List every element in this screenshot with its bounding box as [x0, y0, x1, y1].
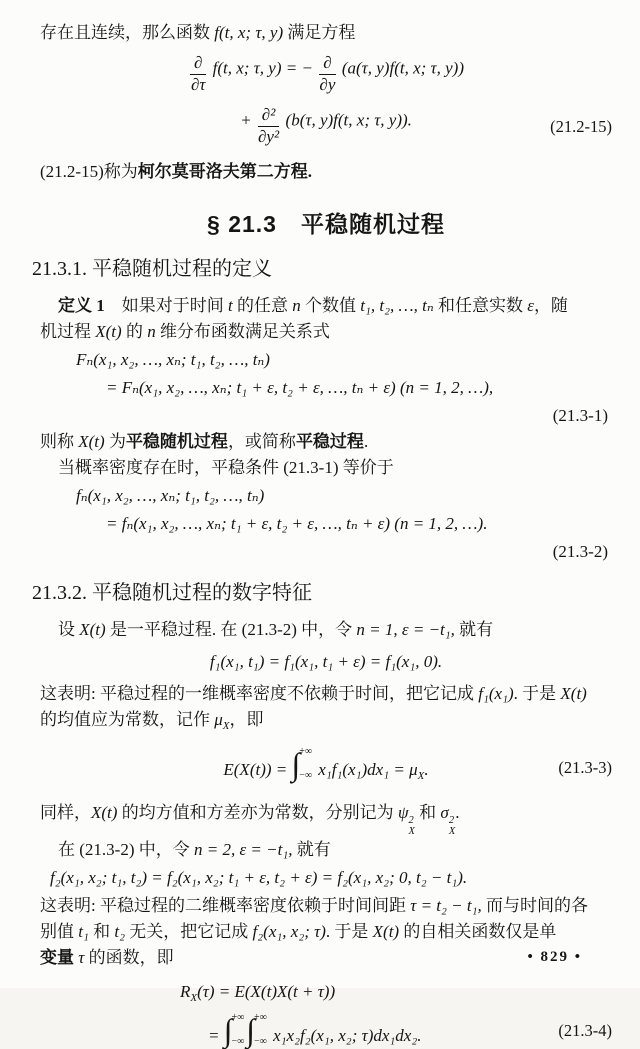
fraction-denominator: ∂y² — [258, 127, 280, 147]
body-text: 存在且连续，那么函数 — [40, 23, 215, 42]
superscript: 2 — [448, 815, 455, 827]
body-text: 如果对于时间 — [104, 295, 228, 315]
subsection-title-21-3-2: 21.3.2. 平稳随机过程的数字特征 — [32, 581, 312, 604]
integral-icon — [224, 1013, 245, 1047]
equation-21-3-4-line1 — [180, 979, 612, 1011]
math-text: (b(τ, y)f(t, x; τ, y)). — [281, 110, 412, 130]
math-text: X(t) — [560, 683, 587, 703]
definition-1-line1 — [40, 293, 612, 319]
variance-note — [40, 800, 612, 837]
equation-number: (21.2-15) — [550, 116, 612, 136]
bold-text: 平稳过程 — [295, 431, 364, 451]
math-text: E(X(t)) = — [223, 759, 292, 779]
body-text: 维分布函数满足关系式 — [155, 321, 330, 341]
integral-limits — [232, 1013, 245, 1047]
math-text: t₁, t₂, …, tₙ — [360, 295, 434, 315]
equation-f1 — [40, 649, 612, 675]
math-text: t₂ — [114, 922, 126, 942]
math-text: (a(τ, y)f(t, x; τ, y)) — [337, 58, 464, 78]
fraction-denominator: ∂y — [319, 74, 336, 94]
lower-limit: −∞ — [254, 1036, 267, 1048]
equation-21-3-3 — [40, 747, 612, 789]
math-text: n = 2, ε = −t₁, — [193, 840, 293, 860]
equation-number-21-3-2: (21.3-2) — [552, 541, 608, 561]
math-text: . — [424, 759, 429, 779]
math-text: X(t) — [91, 803, 118, 823]
body-text: ，或简称 — [227, 431, 296, 451]
body-text: 和 — [88, 922, 115, 942]
equation-21-2-15-line1 — [40, 54, 612, 94]
math-text: Fₙ(x₁, x₂, …, xₙ; t₁, t₂, …, tₙ) — [76, 349, 270, 369]
integral-glyph: ∫ — [291, 745, 301, 782]
math-text: x₁x₂f₂(x₁, x₂; τ)dx₁dx₂. — [268, 1026, 422, 1046]
body-text: . — [363, 431, 369, 451]
two-dim-density-note-line2 — [40, 919, 612, 945]
math-text: X(t) — [95, 321, 122, 341]
math-text: X(t) — [372, 922, 400, 942]
body-text: 别值 — [40, 922, 79, 942]
math-text: f(t, x; τ, y) — [214, 23, 284, 42]
math-text: ε — [527, 295, 534, 315]
math-text: fₙ(x₁, x₂, …, xₙ; t₁, t₂, …, tₙ) — [76, 485, 265, 505]
math-text: f₂(x₁, x₂; t₁, t₂) = f₂(x₁, x₂; t₁ + ε, t₂ + ε) = f₂(x₁, x₂; 0, t₂ − t₁). — [50, 868, 468, 888]
integral-limits — [254, 1013, 267, 1047]
equation-21-3-1-line1 — [76, 347, 612, 373]
body-text: 机过程 — [40, 321, 96, 341]
body-text: 设 — [58, 619, 80, 639]
math-text: σ — [440, 803, 449, 823]
math-text: = Fₙ(x₁, x₂, …, xₙ; t₁ + ε, t₂ + ε, …, tₙ + ε) (n = 1, 2, …), — [106, 377, 494, 397]
body-text: 的均方值和方差亦为常数，分别记为 — [117, 803, 398, 823]
body-text: 当概率密度存在时，平稳条件 (21.3-1) 等价于 — [58, 457, 394, 477]
math-text: τ — [78, 948, 85, 968]
body-text: 而与时间的各 — [481, 896, 589, 916]
math-text: n — [147, 321, 156, 341]
body-text: 就有 — [454, 619, 494, 639]
fraction-denominator: ∂τ — [190, 74, 206, 94]
body-text: 这表明: 平稳过程的一维概率密度不依赖于时间，把它记成 — [40, 683, 479, 703]
subscript: X — [190, 992, 198, 1005]
body-text: 的函数，即 — [84, 948, 174, 968]
math-text: ψ — [397, 803, 409, 823]
math-text: f₂(x₁, x₂; τ) — [252, 922, 326, 942]
page-content — [32, 20, 612, 1049]
integral-limits — [299, 747, 312, 781]
equation-21-3-2-line1 — [76, 483, 612, 509]
integral-icon — [292, 747, 313, 781]
body-text: ，随 — [533, 295, 568, 315]
body-text: 是一平稳过程. 在 (21.3-2) 中，令 — [105, 619, 357, 639]
mean-constant-note — [40, 707, 612, 739]
setup-n1 — [40, 617, 612, 643]
body-text: 个数值 — [300, 295, 361, 315]
two-dim-density-note-line3 — [40, 945, 612, 971]
body-text: . — [455, 803, 460, 823]
equation-f2 — [50, 865, 612, 891]
body-text: 就有 — [292, 840, 331, 860]
definition-1-line2 — [40, 319, 612, 345]
math-text: (τ) = E(X(t)X(t + τ)) — [197, 982, 336, 1002]
body-text: 在 (21.3-2) 中，令 — [58, 840, 194, 860]
math-text: R — [180, 982, 191, 1002]
body-text: 无关，把它记成 — [125, 922, 253, 942]
integral-icon — [246, 1013, 267, 1047]
body-text: . 于是 — [513, 683, 561, 703]
setup-n2 — [40, 837, 612, 863]
body-text: 为 — [104, 431, 126, 451]
body-text: 和任意实数 — [433, 295, 528, 315]
equation-21-3-1-line2 — [106, 375, 612, 401]
math-text: f₁(x₁, t₁) = f₁(x₁, t₁ + ε) = f₁(x₁, 0). — [209, 651, 443, 671]
intro-line — [40, 20, 612, 46]
body-text: . 于是 — [325, 922, 373, 942]
equation-number-21-3-1: (21.3-1) — [552, 405, 608, 425]
math-text: τ = t₂ − t₁, — [410, 896, 482, 916]
math-text: n — [292, 295, 301, 315]
math-text: t — [228, 295, 233, 315]
math-text: = fₙ(x₁, x₂, …, xₙ; t₁ + ε, t₂ + ε, …, tₙ + ε) (n = 1, 2, …). — [106, 513, 488, 533]
integral-glyph: ∫ — [246, 1012, 256, 1049]
math-text: X(t) — [79, 619, 106, 639]
body-text: ，即 — [229, 709, 264, 729]
subscript: X — [417, 769, 425, 782]
math-text: n = 1, ε = −t₁, — [356, 619, 455, 639]
math-text: f₁(x₁) — [478, 683, 514, 703]
math-text: + — [240, 110, 256, 130]
subscript: X — [448, 826, 456, 838]
body-text: 和 — [414, 803, 441, 823]
bold-text: 平稳随机过程 — [125, 431, 228, 451]
body-text: 的任意 — [232, 295, 293, 315]
body-text: 的自相关函数仅是单 — [399, 922, 557, 942]
fraction-numerator: ∂² — [258, 106, 280, 127]
body-text: (21.2-15)称为 — [40, 161, 138, 181]
equation-21-3-4-line2 — [208, 1013, 612, 1049]
math-text: f(t, x; τ, y) = − — [208, 58, 318, 78]
fraction-numerator: ∂ — [319, 54, 335, 75]
kolmogorov-note — [40, 159, 612, 185]
stationary-naming — [40, 429, 612, 455]
fraction — [256, 106, 282, 146]
body-text: 这表明: 平稳过程的二维概率密度依赖于时间间距 — [40, 896, 411, 916]
subscript: X — [222, 719, 230, 732]
page-number: • 829 • — [527, 949, 582, 965]
lower-limit: −∞ — [299, 769, 313, 781]
fraction — [188, 54, 208, 94]
superscript: 2 — [408, 815, 414, 827]
body-text: 同样， — [40, 803, 91, 823]
lower-limit: −∞ — [231, 1036, 245, 1048]
two-dim-density-note-line1 — [40, 893, 612, 919]
body-text: 满足方程 — [283, 23, 356, 42]
fraction-numerator: ∂ — [190, 54, 206, 75]
section-title: § 21.3 平稳随机过程 — [207, 210, 445, 237]
math-text: x₁f₁(x₁)dx₁ = μ — [314, 759, 418, 779]
bold-text: 定义 1 — [58, 295, 105, 315]
bold-text: 变量 — [40, 948, 79, 968]
subscript: X — [408, 826, 415, 838]
equation-21-3-2-line2 — [106, 511, 612, 537]
bold-text: 柯尔莫哥洛夫第二方程. — [137, 161, 312, 181]
math-text: μ — [214, 709, 223, 729]
subsection-title-21-3-1: 21.3.1. 平稳随机过程的定义 — [32, 257, 272, 280]
density-condition — [40, 455, 612, 481]
math-text: t₁ — [78, 922, 89, 942]
equation-number: (21.3-4) — [558, 1021, 612, 1041]
body-text: 的 — [121, 321, 148, 341]
body-text: 的均值应为常数，记作 — [40, 709, 215, 729]
equation-number: (21.3-3) — [558, 757, 612, 777]
upper-limit: +∞ — [299, 745, 313, 757]
upper-limit: +∞ — [254, 1012, 267, 1024]
math-text: X(t) — [78, 431, 105, 451]
one-dim-density-note — [40, 681, 612, 707]
fraction — [317, 54, 337, 94]
integral-glyph: ∫ — [223, 1012, 233, 1049]
body-text: 则称 — [40, 431, 79, 451]
equation-21-2-15-line2 — [40, 106, 612, 146]
upper-limit: +∞ — [231, 1012, 245, 1024]
math-text: = — [208, 1026, 224, 1046]
